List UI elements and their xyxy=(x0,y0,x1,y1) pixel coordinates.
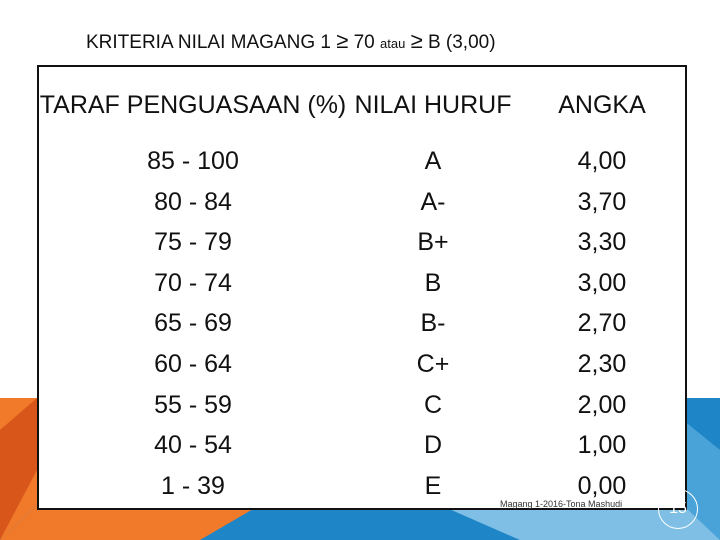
cell-numeric-grade: 1,00 xyxy=(577,431,627,460)
cell-range: 70 - 74 xyxy=(154,268,232,297)
title-mid: 70 xyxy=(348,32,381,53)
cell-range: 65 - 69 xyxy=(154,309,232,338)
column-nilai-huruf xyxy=(347,67,519,506)
cell-numeric-grade: 2,30 xyxy=(577,349,627,378)
cell-letter-grade: B xyxy=(424,268,442,297)
cell-numeric-grade: 3,70 xyxy=(577,187,627,216)
page-number: 15 xyxy=(658,489,698,529)
title-prefix: KRITERIA NILAI MAGANG 1 xyxy=(86,32,331,53)
grade-criteria-table xyxy=(37,65,687,510)
slide-title xyxy=(86,28,496,54)
cell-letter-grade: A xyxy=(424,147,442,175)
title-atau: atau xyxy=(380,36,406,51)
cell-range: 60 - 64 xyxy=(154,349,232,378)
cell-letter-grade: D xyxy=(423,431,443,460)
cell-numeric-grade: 2,00 xyxy=(577,390,627,419)
cell-numeric-grade: 4,00 xyxy=(577,147,627,175)
cell-numeric-grade: 2,70 xyxy=(577,309,627,338)
cell-letter-grade: C xyxy=(423,390,443,419)
cell-numeric-grade: 3,00 xyxy=(577,268,627,297)
cell-range: 85 - 100 xyxy=(147,147,239,175)
title-suffix: B (3,00) xyxy=(422,32,496,53)
gte-symbol-2: ≥ xyxy=(410,28,423,53)
cell-range: 80 - 84 xyxy=(154,187,232,216)
header-taraf-penguasaan: TARAF PENGUASAAN (%) xyxy=(39,91,347,119)
cell-letter-grade: A- xyxy=(420,187,446,216)
cell-range: 40 - 54 xyxy=(154,431,232,460)
cell-range: 1 - 39 xyxy=(161,471,225,500)
column-angka xyxy=(519,67,685,506)
gte-symbol-1: ≥ xyxy=(336,28,349,53)
cell-letter-grade: E xyxy=(424,471,442,500)
cell-letter-grade: B- xyxy=(420,309,446,338)
cell-letter-grade: B+ xyxy=(417,228,449,257)
footer-text: Magang 1-2016-Tona Mashudi xyxy=(500,499,623,509)
header-nilai-huruf: NILAI HURUF xyxy=(354,91,512,119)
column-taraf-penguasaan xyxy=(39,67,347,506)
cell-range: 55 - 59 xyxy=(154,390,232,419)
cell-numeric-grade: 0,00 xyxy=(577,471,627,500)
cell-range: 75 - 79 xyxy=(154,228,232,257)
cell-letter-grade: C+ xyxy=(416,349,450,378)
cell-numeric-grade: 3,30 xyxy=(577,228,627,257)
header-angka: ANGKA xyxy=(558,91,646,119)
